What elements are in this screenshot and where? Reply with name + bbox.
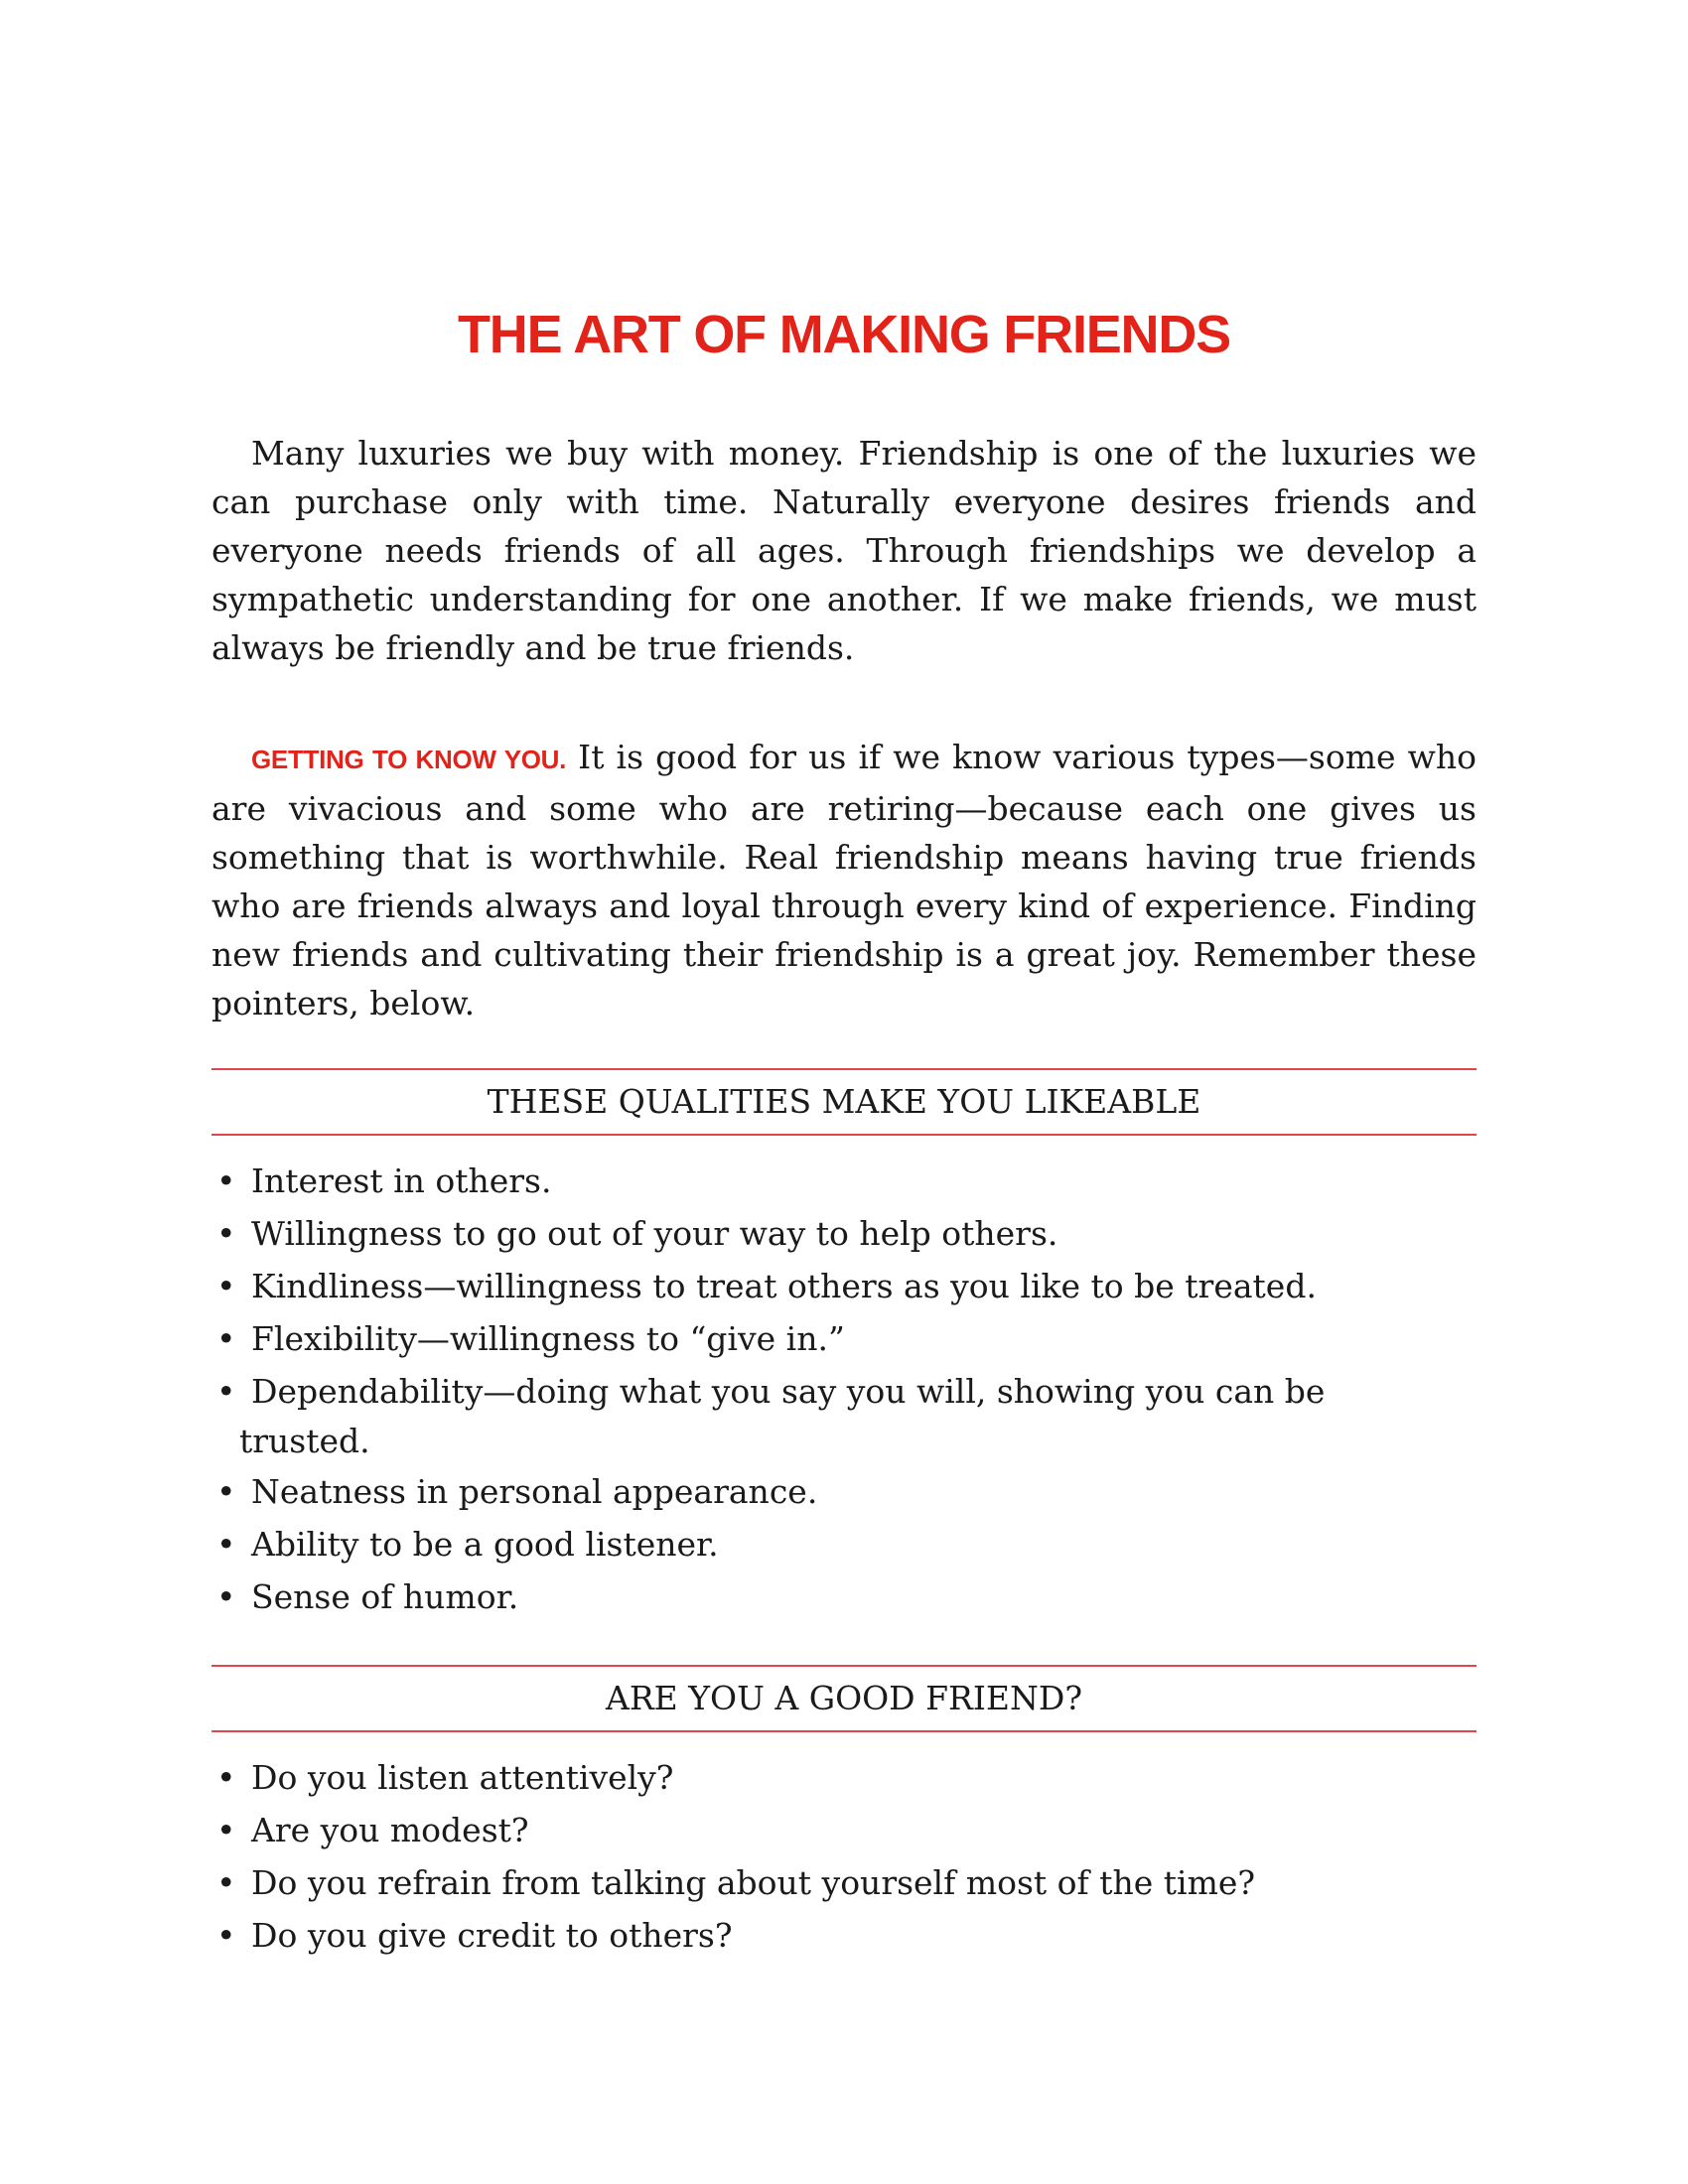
- bullet-icon: •: [216, 1916, 236, 1955]
- list-item: [211, 1207, 1393, 1260]
- bullet-icon: •: [216, 1214, 236, 1253]
- intro-paragraph: Many luxuries we buy with money. Friendship is one of the luxuries we can purchase only with time. Naturally everyone desires friends and everyone needs friends of all ages. Through friendships we develop a sympathetic understanding for one another. If we make friends, we must always be friendly and be true friends.: [211, 434, 1477, 667]
- list-item-text: Neatness in personal appearance.: [251, 1472, 818, 1511]
- bullet-icon: •: [216, 1525, 236, 1564]
- section-body-text: It is good for us if we know various types—some who are vivacious and some who are retiring—because each one gives us something that is worthwhile. Real friendship means having true friends who are friends always and loyal through every kind of experience. Finding new friends and cultivating their friendship is a great joy. Remember these pointers, below.: [211, 738, 1477, 1023]
- list-item: [211, 1518, 1393, 1570]
- good-friend-heading: ARE YOU A GOOD FRIEND?: [211, 1665, 1477, 1732]
- getting-to-know-you-paragraph: [211, 733, 1477, 1027]
- bullet-icon: •: [216, 1319, 236, 1358]
- list-item-text: Interest in others.: [251, 1161, 552, 1200]
- bullet-icon: •: [216, 1267, 236, 1305]
- list-item-text: Kindliness—willingness to treat others as you like to be treated.: [251, 1267, 1317, 1305]
- bullet-icon: •: [216, 1863, 236, 1902]
- list-item: [211, 1365, 1393, 1465]
- list-item-text: Flexibility—willingness to “give in.”: [251, 1319, 845, 1358]
- list-item-text: Dependability—doing what you say you will, showing you can be: [251, 1372, 1326, 1411]
- list-item-text: Do you refrain from talking about yourself most of the time?: [251, 1863, 1256, 1902]
- bullet-icon: •: [216, 1472, 236, 1511]
- list-item: [211, 1909, 1393, 1962]
- list-item: [211, 1751, 1393, 1804]
- list-item-continuation: trusted.: [239, 1422, 370, 1460]
- list-item: [211, 1570, 1393, 1623]
- qualities-list: [211, 1155, 1477, 1623]
- list-item-text: Sense of humor.: [251, 1577, 519, 1616]
- list-item-text: Do you give credit to others?: [251, 1916, 733, 1955]
- bullet-icon: •: [216, 1372, 236, 1411]
- list-item: [211, 1804, 1393, 1856]
- bullet-icon: •: [216, 1758, 236, 1797]
- list-item-text: Ability to be a good listener.: [251, 1525, 719, 1564]
- bullet-icon: •: [216, 1811, 236, 1849]
- list-item: [211, 1312, 1393, 1365]
- section-run-in-heading: GETTING TO KNOW YOU.: [251, 745, 567, 774]
- list-item-text: Do you listen attentively?: [251, 1758, 674, 1797]
- page-title: THE ART OF MAKING FRIENDS: [458, 305, 1230, 364]
- good-friend-list: [211, 1751, 1477, 1962]
- list-item: [211, 1465, 1393, 1518]
- qualities-heading: THESE QUALITIES MAKE YOU LIKEABLE: [211, 1068, 1477, 1136]
- list-item: [211, 1856, 1393, 1909]
- list-item: [211, 1260, 1393, 1312]
- list-item-text: Willingness to go out of your way to help others.: [251, 1214, 1058, 1253]
- list-item: [211, 1155, 1393, 1207]
- bullet-icon: •: [216, 1577, 236, 1616]
- list-item-text: Are you modest?: [251, 1811, 529, 1849]
- bullet-icon: •: [216, 1161, 236, 1200]
